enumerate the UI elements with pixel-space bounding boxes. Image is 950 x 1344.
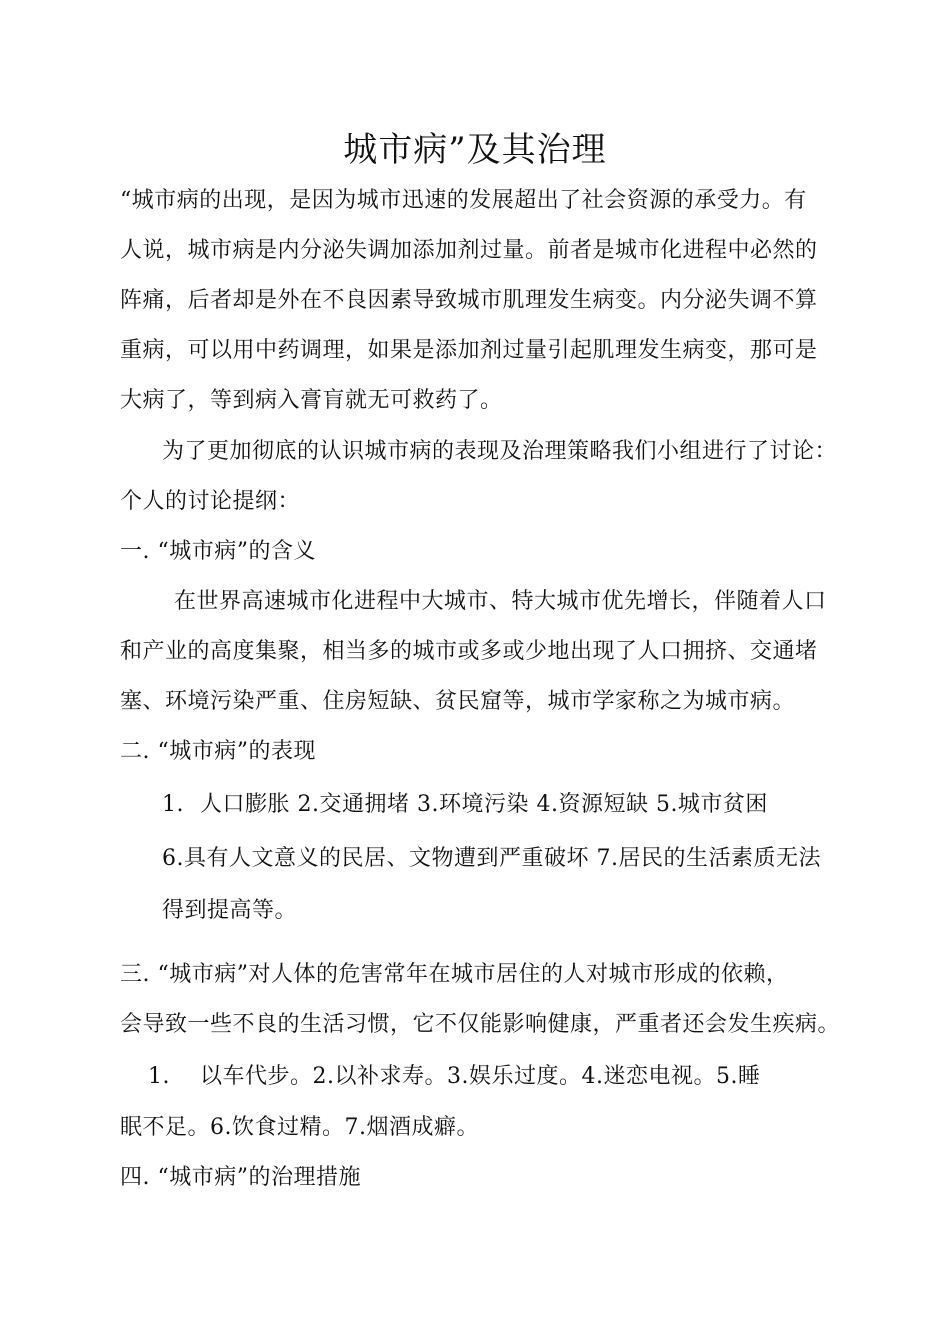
document-title: 城市病”及其治理 (343, 130, 607, 170)
section-2-item-text: 人口膨胀 2.交通拥堵 3.环境污染 4.资源短缺 5.城市贫困 (200, 792, 768, 817)
section-1-heading: 一. “城市病”的含义 (120, 539, 316, 564)
section-3-item-text: 以车代步。2.以补求寿。3.娱乐过度。4.迷恋电视。5.睡 (200, 1064, 761, 1089)
section-3-item-line-2: 眠不足。6.饮食过精。7.烟酒成癖。 (120, 1115, 479, 1140)
section-3-item-number: 1. (148, 1064, 170, 1089)
outline-label: 个人的讨论提纲： (120, 489, 301, 514)
section-2-line-3: 得到提高等。 (162, 898, 298, 923)
purpose-line: 为了更加彻底的认识城市病的表现及治理策略我们小组进行了讨论： (162, 439, 838, 464)
intro-line-5: 大病了，等到病入膏肓就无可救药了。 (120, 388, 503, 413)
section-1-line-2: 和产业的高度集聚，相当多的城市或多或少地出现了人口拥挤、交通堵 (120, 639, 818, 664)
section-1-line-1: 在世界高速城市化进程中大城市、特大城市优先增长，伴随着人口 (174, 589, 827, 614)
section-3-line-2: 会导致一些不良的生活习惯，它不仅能影响健康，严重者还会发生疾病。 (120, 1012, 841, 1037)
intro-line-3: 阵痛，后者却是外在不良因素导致城市肌理发生病变。内分泌失调不算 (120, 288, 818, 313)
intro-line-2: 人说，城市病是内分泌失调加添加剂过量。前者是城市化进程中必然的 (120, 238, 818, 263)
section-2-heading: 二. “城市病”的表现 (120, 739, 316, 764)
section-3-heading: 三. “城市病”对人体的危害常年在城市居住的人对城市形成的依赖， (120, 962, 789, 987)
intro-line-1: “城市病的出现，是因为城市迅速的发展超出了社会资源的承受力。有 (120, 188, 807, 213)
section-1-line-3: 塞、环境污染严重、住房短缺、贫民窟等，城市学家称之为城市病。 (120, 689, 796, 714)
section-2-item-number: 1. (162, 792, 184, 817)
section-2-line-2: 6.具有人文意义的民居、文物遭到严重破坏 7.居民的生活素质无法 (162, 846, 821, 871)
section-4-heading: 四. “城市病”的治理措施 (120, 1165, 361, 1190)
intro-line-4: 重病，可以用中药调理，如果是添加剂过量引起肌理发生病变，那可是 (120, 338, 818, 363)
